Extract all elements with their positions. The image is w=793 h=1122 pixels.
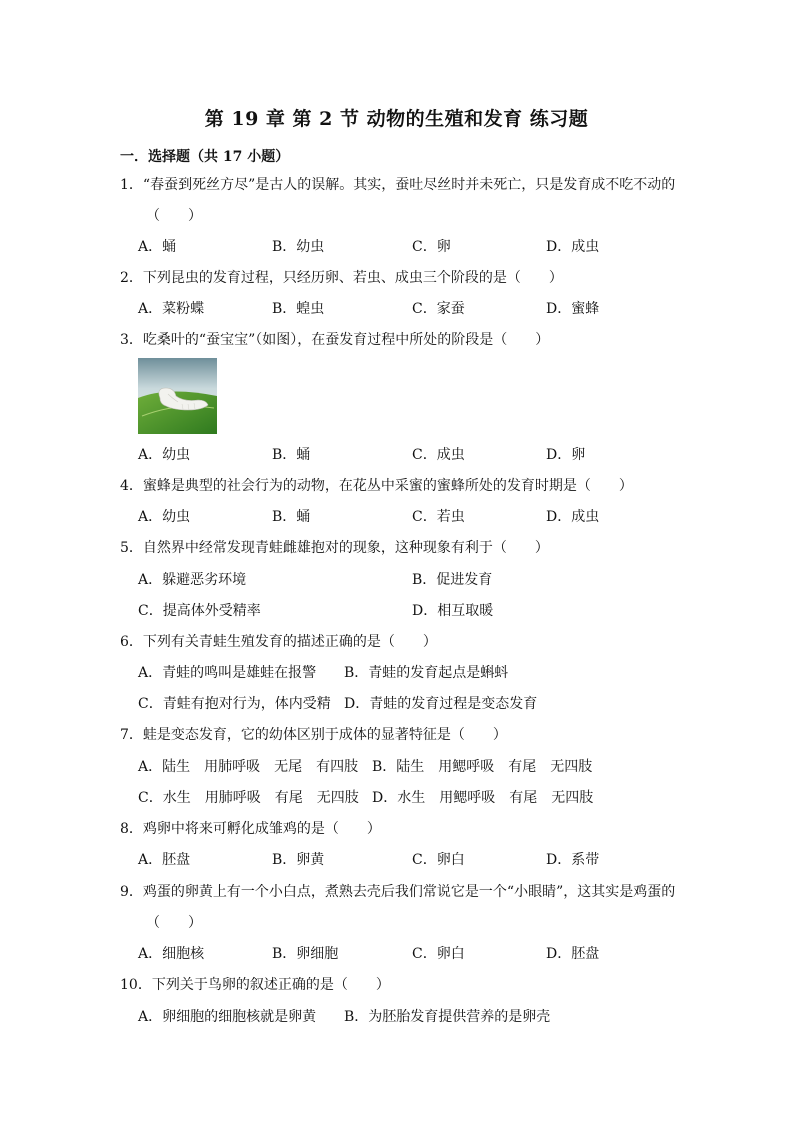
question-text: 自然界中经常发现青蛙雌雄抱对的现象，这种现象有利于（ ） [142,540,549,556]
question-number: 2． [120,270,143,286]
option-b: B．幼虫 [272,239,325,255]
option-d: D．卵 [546,447,586,463]
section-heading: 一．选择题（共 17 小题） [120,149,290,165]
option-b: B．促进发育 [412,572,493,588]
option-c: C．卵 [412,239,451,255]
question-text: 吃桑叶的“蚕宝宝”（如图），在蚕发育过程中所处的阶段是（ ） [142,332,550,348]
option-c: C．水生 用肺呼吸 有尾 无四肢 [138,790,359,806]
question-text: 下列关于鸟卵的叙述正确的是（ ） [151,977,390,993]
option-d: D．成虫 [546,509,600,525]
question-4 [120,477,633,495]
question-text: 蛙是变态发育，它的幼体区别于成体的显著特征是（ ） [142,727,507,743]
option-c: C．卵白 [412,852,465,868]
option-d: D．相互取暖 [412,603,494,619]
question-text: 蜜蜂是典型的社会行为的动物，在花丛中采蜜的蜜蜂所处的发育时期是（ ） [142,478,633,494]
option-d: D．成虫 [546,239,600,255]
option-b: B．卵黄 [272,852,325,868]
question-blank: （ ） [146,208,202,224]
option-d: D．青蛙的发育过程是变态发育 [344,696,538,712]
question-number: 8． [120,821,143,837]
question-2 [120,269,563,287]
question-number: 3． [120,332,143,348]
option-b: B．蛹 [272,509,311,525]
option-b: B．蛹 [272,447,311,463]
option-c: C．提高体外受精率 [138,603,261,619]
option-a: A．胚盘 [138,852,191,868]
question-10 [120,976,390,994]
option-a: A．陆生 用肺呼吸 无尾 有四肢 [138,759,359,775]
option-a: A．卵细胞的细胞核就是卵黄 [138,1009,317,1025]
question-text: “春蚕到死丝方尽”是古人的误解。其实，蚕吐尽丝时并未死亡，只是发育成不吃不动的 [142,177,676,193]
question-text: 下列有关青蛙生殖发育的描述正确的是（ ） [142,634,437,650]
option-d: D．水生 用鳃呼吸 有尾 无四肢 [372,790,594,806]
option-a: A．细胞核 [138,946,205,962]
question-7 [120,726,507,744]
option-c: C．若虫 [412,509,465,525]
silkworm-image [138,358,217,434]
page-title: 第 19 章 第 2 节 动物的生殖和发育 练习题 [204,108,589,130]
option-b: B．为胚胎发育提供营养的是卵壳 [344,1009,551,1025]
option-a: A．幼虫 [138,509,191,525]
option-d: D．胚盘 [546,946,600,962]
option-a: A．躲避恶劣环境 [138,572,247,588]
question-8 [120,820,381,838]
option-c: C．卵白 [412,946,465,962]
question-text: 鸡卵中将来可孵化成雏鸡的是（ ） [142,821,381,837]
option-b: B．青蛙的发育起点是蝌蚪 [344,665,509,681]
option-a: A．幼虫 [138,447,191,463]
question-number: 9． [120,884,143,900]
option-c: C．家蚕 [412,301,465,317]
option-b: B．卵细胞 [272,946,339,962]
question-number: 6． [120,634,143,650]
question-number: 10． [120,977,152,993]
option-b: B．蝗虫 [272,301,325,317]
option-b: B．陆生 用鳃呼吸 有尾 无四肢 [372,759,593,775]
option-c: C．青蛙有抱对行为，体内受精 [138,696,331,712]
option-a: A．青蛙的鸣叫是雄蛙在报警 [138,665,317,681]
question-6 [120,633,437,651]
question-9 [120,883,675,901]
option-a: A．蛹 [138,239,177,255]
option-d: D．蜜蜂 [546,301,600,317]
question-blank: （ ） [146,915,202,931]
question-text: 下列昆虫的发育过程，只经历卵、若虫、成虫三个阶段的是（ ） [142,270,563,286]
option-d: D．系带 [546,852,600,868]
question-3 [120,331,549,349]
question-1 [120,176,675,194]
question-5 [120,539,549,557]
option-a: A．菜粉蝶 [138,301,205,317]
question-text: 鸡蛋的卵黄上有一个小白点，煮熟去壳后我们常说它是一个“小眼睛”，这其实是鸡蛋的 [142,884,676,900]
question-number: 7． [120,727,143,743]
option-c: C．成虫 [412,447,465,463]
question-number: 5． [120,540,143,556]
question-number: 4． [120,478,143,494]
question-number: 1． [120,177,143,193]
